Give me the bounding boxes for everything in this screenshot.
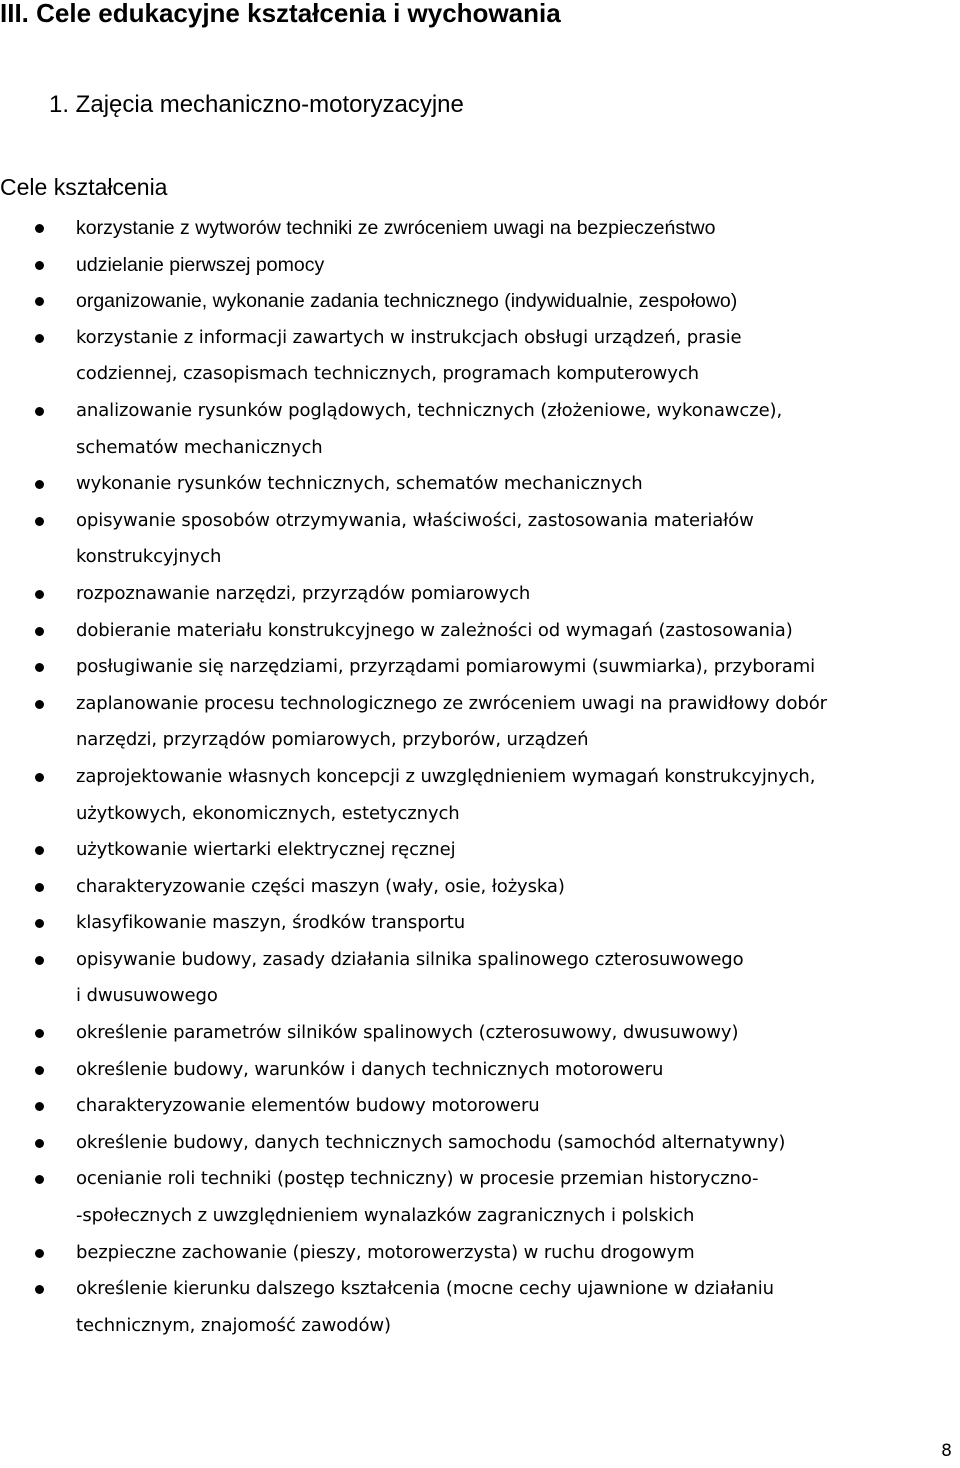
bullet-icon [35,1102,44,1111]
list-item-line: codziennej, czasopismach technicznych, programach komputerowych [76,363,699,385]
list-item [0,1015,960,1052]
bullet-icon [35,517,44,526]
bullet-icon [35,1175,44,1184]
list-item [0,869,960,906]
list-item-line: analizowanie rysunków poglądowych, technicznych (złożeniowe, wykonawcze), [76,399,783,421]
bullet-icon [35,627,44,636]
bullet-icon [35,1066,44,1075]
bullet-icon [35,919,44,928]
bullet-icon [35,297,44,306]
sub-heading: Cele kształcenia [0,174,168,200]
bullet-icon [35,334,44,343]
page-number: 8 [941,1441,952,1461]
list-item-line: określenie kierunku dalszego kształcenia (mocne cechy ujawnione w działaniu [76,1278,774,1300]
list-item-line: charakteryzowanie elementów budowy motoroweru [76,1095,540,1117]
list-item [0,247,960,284]
list-item-line: udzielanie pierwszej pomocy [76,253,325,276]
list-item-line: klasyfikowanie maszyn, środków transportu [76,912,466,934]
list-item-line: i dwusuwowego [76,985,218,1007]
list-item-line: charakteryzowanie części maszyn (wały, osie, łożyska) [76,875,565,897]
list-item-line: organizowanie, wykonanie zadania technicznego (indywidualnie, zespołowo) [76,290,738,313]
list-item-line: opisywanie sposobów otrzymywania, właściwości, zastosowania materiałów [76,509,754,531]
list-item-line: rozpoznawanie narzędzi, przyrządów pomiarowych [76,582,531,604]
list-item [0,466,960,503]
bullet-icon [35,773,44,782]
list-item [0,1125,960,1162]
list-item [0,649,960,686]
list-item-line: korzystanie z wytworów techniki ze zwróceniem uwagi na bezpieczeństwo [76,217,716,239]
list-item [0,320,960,393]
list-item-line: zaprojektowanie własnych koncepcji z uwzględnieniem wymagań konstrukcyjnych, [76,765,816,787]
list-item-line: dobieranie materiału konstrukcyjnego w zależności od wymagań (zastosowania) [76,619,793,641]
bullet-icon [35,1285,44,1294]
list-item [0,613,960,650]
list-item-line: określenie budowy, danych technicznych samochodu (samochód alternatywny) [76,1131,786,1153]
list-item-line: korzystanie z informacji zawartych w instrukcjach obsługi urządzeń, prasie [76,326,742,348]
bullet-icon [35,590,44,599]
bullet-icon [35,883,44,892]
list-item-line: ocenianie roli techniki (postęp techniczny) w procesie przemian historyczno- [76,1168,759,1190]
list-item-line: schematów mechanicznych [76,436,323,458]
bullet-icon [35,1249,44,1258]
list-item [0,832,960,869]
list-item-line: określenie budowy, warunków i danych technicznych motoroweru [76,1058,664,1080]
list-item [0,283,960,320]
bullet-icon [35,224,44,233]
list-item [0,759,960,832]
list-item-line: wykonanie rysunków technicznych, schematów mechanicznych [76,473,643,495]
bullet-icon [35,700,44,709]
bullet-icon [35,1139,44,1148]
list-item-line: narzędzi, przyrządów pomiarowych, przyborów, urządzeń [76,729,589,751]
list-item [0,503,960,576]
list-item [0,1235,960,1272]
list-item [0,393,960,466]
bullet-icon [35,1029,44,1038]
list-item-line: konstrukcyjnych [76,546,222,568]
list-item-line: opisywanie budowy, zasady działania silnika spalinowego czterosuwowego [76,948,744,970]
list-item-line: zaplanowanie procesu technologicznego ze zwróceniem uwagi na prawidłowy dobór [76,692,827,714]
bullet-icon [35,480,44,489]
list-item-line: użytkowanie wiertarki elektrycznej ręcznej [76,839,456,861]
section-heading: 1. Zajęcia mechaniczno-motoryzacyjne [49,91,464,118]
list-item-line: -społecznych z uwzględnieniem wynalazków zagranicznych i polskich [76,1205,695,1227]
bullet-icon [35,846,44,855]
list-item [0,1161,960,1234]
list-item-line: użytkowych, ekonomicznych, estetycznych [76,802,460,824]
chapter-heading: III. Cele edukacyjne kształcenia i wychowania [0,0,561,28]
bullet-icon [35,956,44,965]
goals-list [0,210,960,1344]
bullet-icon [35,407,44,416]
list-item [0,686,960,759]
list-item [0,1271,960,1344]
list-item [0,210,960,247]
list-item [0,942,960,1015]
list-item [0,576,960,613]
bullet-icon [35,663,44,672]
list-item-line: bezpieczne zachowanie (pieszy, motorowerzysta) w ruchu drogowym [76,1241,695,1263]
bullet-icon [35,261,44,270]
list-item-line: określenie parametrów silników spalinowych (czterosuwowy, dwusuwowy) [76,1022,739,1044]
list-item [0,905,960,942]
list-item [0,1052,960,1089]
list-item-line: technicznym, znajomość zawodów) [76,1314,391,1336]
list-item [0,1088,960,1125]
list-item-line: posługiwanie się narzędziami, przyrządami pomiarowymi (suwmiarka), przyborami [76,656,816,678]
